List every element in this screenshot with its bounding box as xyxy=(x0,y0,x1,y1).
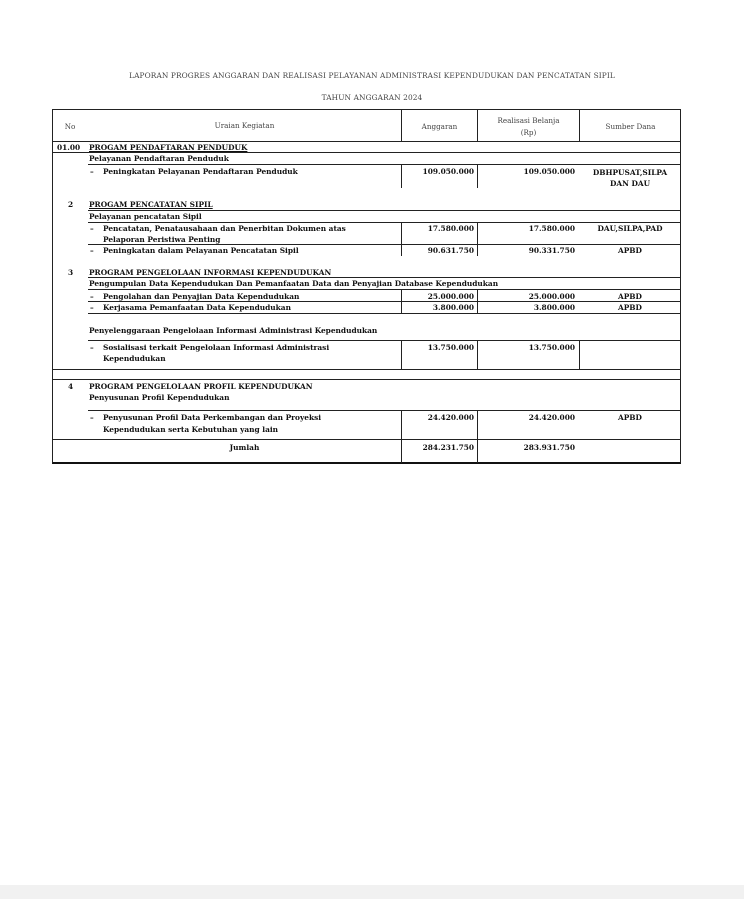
list-dash: – xyxy=(90,413,94,422)
line-item-anggaran: 25.000.000 xyxy=(427,292,474,301)
col-divider xyxy=(477,341,478,369)
activity-title: Penyusunan Profil Kependudukan xyxy=(89,393,230,402)
line-item-realisasi: 25.000.000 xyxy=(528,292,575,301)
line-item-text: Pengolahan dan Penyajian Data Kependudukan xyxy=(103,292,300,301)
program-title: PROGAM PENCATATAN SIPIL xyxy=(89,200,213,209)
header-divider xyxy=(579,110,580,142)
row-divider xyxy=(88,340,680,341)
row-divider xyxy=(88,289,680,290)
line-item-text: Kerjasama Pemanfaatan Data Kependudukan xyxy=(103,303,291,312)
list-dash: – xyxy=(90,343,94,352)
line-item-anggaran: 13.750.000 xyxy=(427,343,474,352)
line-item-text: Pelaporan Peristiwa Penting xyxy=(103,235,221,244)
col-divider xyxy=(401,341,402,369)
line-item-sumber: APBD xyxy=(618,246,642,255)
line-item-sumber: DAU,SILPA,PAD xyxy=(597,224,663,233)
row-divider xyxy=(88,164,680,165)
list-dash: – xyxy=(90,167,94,176)
line-item-text: Kependudukan xyxy=(103,354,166,363)
total-anggaran: 284.231.750 xyxy=(422,443,474,452)
header-sumber: Sumber Dana xyxy=(605,122,656,131)
col-divider xyxy=(401,290,402,314)
list-dash: – xyxy=(90,246,94,255)
section-number: 01.00 xyxy=(57,143,81,152)
line-item-sumber: DAN DAU xyxy=(609,179,651,188)
col-divider xyxy=(401,165,402,188)
list-dash: – xyxy=(90,292,94,301)
activity-title: Penyelenggaraan Pengelolaan Informasi Administrasi Kependudukan xyxy=(89,326,378,335)
line-item-text: Peningkatan Pelayanan Pendaftaran Penduduk xyxy=(103,167,298,176)
report-title-line2: TAHUN ANGGARAN 2024 xyxy=(321,93,423,102)
report-title-line1: LAPORAN PROGRES ANGGARAN DAN REALISASI PELAYANAN ADMINISTRASI KEPENDUDUKAN DAN PENCATATAN SIPIL xyxy=(129,71,615,80)
line-item-sumber: DBHPUSAT,SILPA xyxy=(592,168,668,177)
program-title: PROGRAM PENGELOLAAN INFORMASI KEPENDUDUKAN xyxy=(89,268,332,277)
line-item-text: Sosialisasi terkait Pengelolaan Informasi Administrasi xyxy=(103,343,330,352)
program-title: PROGAM PENDAFTARAN PENDUDUK xyxy=(89,143,248,152)
list-dash: – xyxy=(90,303,94,312)
budget-table xyxy=(52,109,681,464)
line-item-realisasi: 90.331.750 xyxy=(528,246,575,255)
section-number: 3 xyxy=(68,268,74,277)
line-item-realisasi: 13.750.000 xyxy=(528,343,575,352)
row-divider xyxy=(53,439,680,440)
line-item-anggaran: 24.420.000 xyxy=(427,413,474,422)
line-item-anggaran: 17.580.000 xyxy=(427,224,474,233)
line-item-text: Pencatatan, Penatausahaan dan Penerbitan Dokumen atas xyxy=(103,224,346,233)
col-divider xyxy=(401,411,402,463)
page-footer-band xyxy=(0,885,744,899)
header-uraian: Uraian Kegiatan xyxy=(214,121,275,130)
row-divider xyxy=(53,369,680,370)
col-divider xyxy=(477,290,478,314)
program-title: PROGRAM PENGELOLAAN PROFIL KEPENDUDUKAN xyxy=(89,382,313,391)
activity-title: Pelayanan Pendaftaran Penduduk xyxy=(89,154,229,163)
header-anggaran: Anggaran xyxy=(421,122,458,131)
list-dash: – xyxy=(90,224,94,233)
col-divider xyxy=(477,165,478,188)
col-divider xyxy=(579,341,580,369)
section-number: 2 xyxy=(68,200,74,209)
total-label: Jumlah xyxy=(229,443,260,452)
col-divider xyxy=(477,411,478,463)
line-item-anggaran: 90.631.750 xyxy=(427,246,474,255)
row-divider xyxy=(53,379,680,380)
header-realisasi-line1: Realisasi Belanja xyxy=(497,116,560,125)
activity-title: Pengumpulan Data Kependudukan Dan Pemanfaatan Data dan Penyajian Database Kependudukan xyxy=(89,279,499,288)
col-divider xyxy=(401,223,402,256)
header-no: No xyxy=(64,122,76,131)
line-item-anggaran: 3.800.000 xyxy=(432,303,474,312)
line-item-realisasi: 3.800.000 xyxy=(533,303,575,312)
line-item-anggaran: 109.050.000 xyxy=(422,167,474,176)
line-item-sumber: APBD xyxy=(618,413,642,422)
row-divider xyxy=(88,410,680,411)
activity-title: Pelayanan pencatatan Sipil xyxy=(89,212,202,221)
col-divider xyxy=(477,223,478,256)
line-item-realisasi: 109.050.000 xyxy=(523,167,575,176)
section-number: 4 xyxy=(68,382,74,391)
row-divider xyxy=(88,313,680,314)
line-item-realisasi: 24.420.000 xyxy=(528,413,575,422)
line-item-text: Peningkatan dalam Pelayanan Pencatatan Sipil xyxy=(103,246,299,255)
line-item-text: Penyusunan Profil Data Perkembangan dan Proyeksi xyxy=(103,413,322,422)
header-divider xyxy=(477,110,478,142)
line-item-sumber: APBD xyxy=(618,303,642,312)
line-item-realisasi: 17.580.000 xyxy=(528,224,575,233)
header-divider xyxy=(401,110,402,142)
header-realisasi-line2: (Rp) xyxy=(520,128,537,137)
total-realisasi: 283.931.750 xyxy=(523,443,575,452)
line-item-sumber: APBD xyxy=(618,292,642,301)
line-item-text: Kependudukan serta Kebutuhan yang lain xyxy=(103,425,279,434)
